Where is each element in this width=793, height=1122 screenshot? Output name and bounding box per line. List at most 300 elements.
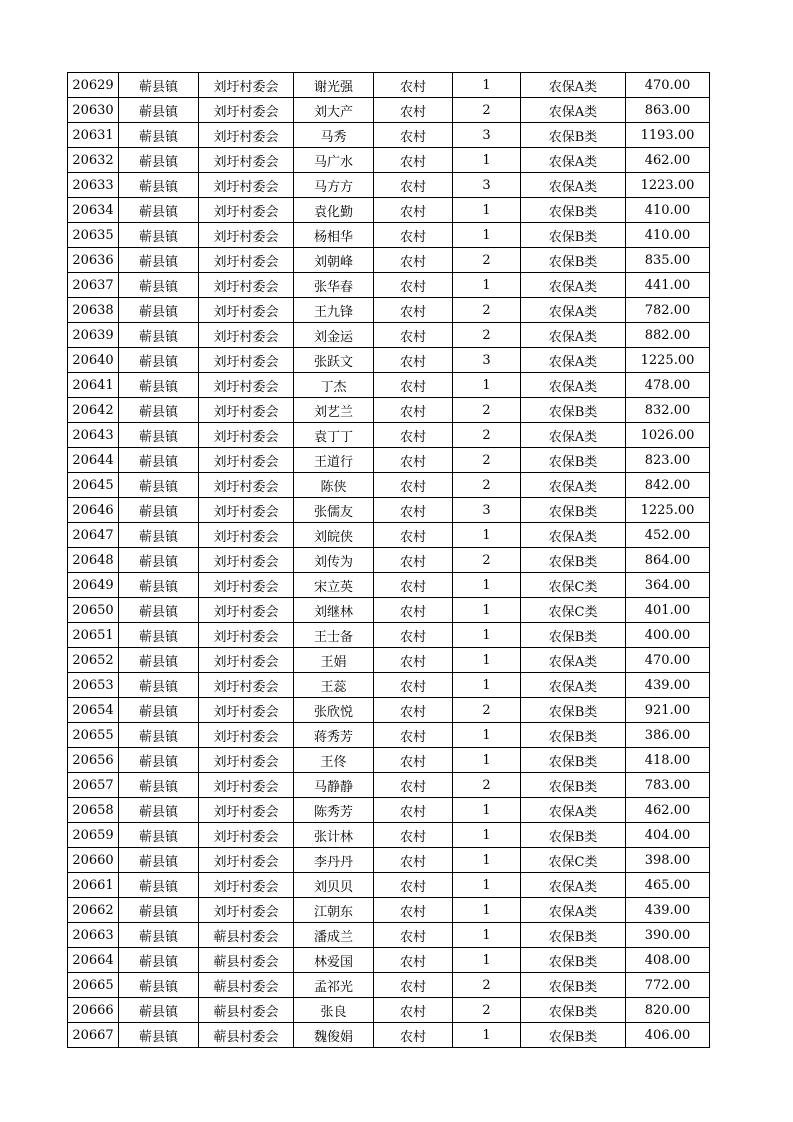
table-row xyxy=(68,223,710,248)
village-committee-cell: 蕲县村委会 xyxy=(199,923,294,948)
record-id-cell: 20634 xyxy=(68,198,119,223)
record-id-cell: 20660 xyxy=(68,848,119,873)
record-id-cell: 20633 xyxy=(68,173,119,198)
village-committee-cell: 刘圩村委会 xyxy=(199,448,294,473)
name-cell: 孟祁光 xyxy=(294,973,374,998)
insurance-category-cell: 农保A类 xyxy=(521,323,626,348)
table-row xyxy=(68,373,710,398)
area-type-cell: 农村 xyxy=(374,448,453,473)
area-type-cell: 农村 xyxy=(374,523,453,548)
household-count-cell: 3 xyxy=(453,173,521,198)
area-type-cell: 农村 xyxy=(374,98,453,123)
table-row xyxy=(68,448,710,473)
village-committee-cell: 刘圩村委会 xyxy=(199,673,294,698)
insurance-category-cell: 农保A类 xyxy=(521,348,626,373)
village-committee-cell: 蕲县村委会 xyxy=(199,998,294,1023)
town-cell: 蕲县镇 xyxy=(119,598,199,623)
insurance-category-cell: 农保B类 xyxy=(521,748,626,773)
record-id-cell: 20639 xyxy=(68,323,119,348)
name-cell: 宋立英 xyxy=(294,573,374,598)
village-committee-cell: 刘圩村委会 xyxy=(199,898,294,923)
amount-cell: 386.00 xyxy=(626,723,710,748)
area-type-cell: 农村 xyxy=(374,873,453,898)
table-row xyxy=(68,948,710,973)
household-count-cell: 1 xyxy=(453,948,521,973)
name-cell: 江朝东 xyxy=(294,898,374,923)
household-count-cell: 2 xyxy=(453,998,521,1023)
insurance-category-cell: 农保C类 xyxy=(521,598,626,623)
insurance-category-cell: 农保C类 xyxy=(521,573,626,598)
household-count-cell: 2 xyxy=(453,298,521,323)
amount-cell: 404.00 xyxy=(626,823,710,848)
town-cell: 蕲县镇 xyxy=(119,473,199,498)
record-id-cell: 20631 xyxy=(68,123,119,148)
area-type-cell: 农村 xyxy=(374,998,453,1023)
town-cell: 蕲县镇 xyxy=(119,148,199,173)
household-count-cell: 1 xyxy=(453,523,521,548)
area-type-cell: 农村 xyxy=(374,698,453,723)
insurance-category-cell: 农保B类 xyxy=(521,973,626,998)
record-id-cell: 20640 xyxy=(68,348,119,373)
table-row xyxy=(68,423,710,448)
insurance-category-cell: 农保B类 xyxy=(521,623,626,648)
table-row xyxy=(68,123,710,148)
area-type-cell: 农村 xyxy=(374,623,453,648)
insurance-category-cell: 农保B类 xyxy=(521,923,626,948)
household-count-cell: 1 xyxy=(453,148,521,173)
name-cell: 刘朝峰 xyxy=(294,248,374,273)
record-id-cell: 20629 xyxy=(68,73,119,98)
area-type-cell: 农村 xyxy=(374,373,453,398)
name-cell: 魏俊娟 xyxy=(294,1023,374,1048)
town-cell: 蕲县镇 xyxy=(119,198,199,223)
area-type-cell: 农村 xyxy=(374,498,453,523)
village-committee-cell: 刘圩村委会 xyxy=(199,398,294,423)
record-id-cell: 20647 xyxy=(68,523,119,548)
amount-cell: 408.00 xyxy=(626,948,710,973)
amount-cell: 470.00 xyxy=(626,73,710,98)
amount-cell: 1026.00 xyxy=(626,423,710,448)
name-cell: 袁丁丁 xyxy=(294,423,374,448)
household-count-cell: 1 xyxy=(453,648,521,673)
table-row xyxy=(68,923,710,948)
town-cell: 蕲县镇 xyxy=(119,948,199,973)
household-count-cell: 1 xyxy=(453,723,521,748)
area-type-cell: 农村 xyxy=(374,323,453,348)
amount-cell: 783.00 xyxy=(626,773,710,798)
area-type-cell: 农村 xyxy=(374,1023,453,1048)
household-count-cell: 2 xyxy=(453,98,521,123)
household-count-cell: 1 xyxy=(453,573,521,598)
name-cell: 陈侠 xyxy=(294,473,374,498)
name-cell: 蒋秀芳 xyxy=(294,723,374,748)
town-cell: 蕲县镇 xyxy=(119,573,199,598)
record-id-cell: 20649 xyxy=(68,573,119,598)
village-committee-cell: 刘圩村委会 xyxy=(199,348,294,373)
household-count-cell: 3 xyxy=(453,498,521,523)
town-cell: 蕲县镇 xyxy=(119,348,199,373)
table-row xyxy=(68,798,710,823)
household-count-cell: 1 xyxy=(453,223,521,248)
amount-cell: 465.00 xyxy=(626,873,710,898)
insurance-category-cell: 农保A类 xyxy=(521,798,626,823)
records-table-body xyxy=(68,73,710,1048)
household-count-cell: 1 xyxy=(453,748,521,773)
insurance-category-cell: 农保C类 xyxy=(521,848,626,873)
town-cell: 蕲县镇 xyxy=(119,773,199,798)
table-row xyxy=(68,473,710,498)
record-id-cell: 20666 xyxy=(68,998,119,1023)
town-cell: 蕲县镇 xyxy=(119,123,199,148)
household-count-cell: 2 xyxy=(453,773,521,798)
area-type-cell: 农村 xyxy=(374,198,453,223)
village-committee-cell: 刘圩村委会 xyxy=(199,323,294,348)
insurance-category-cell: 农保A类 xyxy=(521,648,626,673)
household-count-cell: 2 xyxy=(453,398,521,423)
table-row xyxy=(68,573,710,598)
record-id-cell: 20641 xyxy=(68,373,119,398)
area-type-cell: 农村 xyxy=(374,248,453,273)
insurance-category-cell: 农保B类 xyxy=(521,248,626,273)
town-cell: 蕲县镇 xyxy=(119,1023,199,1048)
amount-cell: 364.00 xyxy=(626,573,710,598)
table-row xyxy=(68,73,710,98)
household-count-cell: 3 xyxy=(453,348,521,373)
record-id-cell: 20656 xyxy=(68,748,119,773)
amount-cell: 400.00 xyxy=(626,623,710,648)
amount-cell: 418.00 xyxy=(626,748,710,773)
name-cell: 刘大产 xyxy=(294,98,374,123)
village-committee-cell: 刘圩村委会 xyxy=(199,548,294,573)
name-cell: 马广水 xyxy=(294,148,374,173)
record-id-cell: 20657 xyxy=(68,773,119,798)
household-count-cell: 1 xyxy=(453,823,521,848)
town-cell: 蕲县镇 xyxy=(119,373,199,398)
town-cell: 蕲县镇 xyxy=(119,973,199,998)
table-row xyxy=(68,873,710,898)
village-committee-cell: 刘圩村委会 xyxy=(199,73,294,98)
town-cell: 蕲县镇 xyxy=(119,323,199,348)
insurance-category-cell: 农保A类 xyxy=(521,898,626,923)
insurance-category-cell: 农保A类 xyxy=(521,173,626,198)
area-type-cell: 农村 xyxy=(374,148,453,173)
table-row xyxy=(68,898,710,923)
amount-cell: 782.00 xyxy=(626,298,710,323)
household-count-cell: 3 xyxy=(453,123,521,148)
name-cell: 王九锋 xyxy=(294,298,374,323)
record-id-cell: 20659 xyxy=(68,823,119,848)
insurance-category-cell: 农保A类 xyxy=(521,523,626,548)
record-id-cell: 20664 xyxy=(68,948,119,973)
table-row xyxy=(68,823,710,848)
area-type-cell: 农村 xyxy=(374,273,453,298)
town-cell: 蕲县镇 xyxy=(119,723,199,748)
insurance-category-cell: 农保B类 xyxy=(521,773,626,798)
record-id-cell: 20654 xyxy=(68,698,119,723)
village-committee-cell: 刘圩村委会 xyxy=(199,273,294,298)
table-row xyxy=(68,248,710,273)
town-cell: 蕲县镇 xyxy=(119,73,199,98)
record-id-cell: 20630 xyxy=(68,98,119,123)
village-committee-cell: 刘圩村委会 xyxy=(199,123,294,148)
village-committee-cell: 刘圩村委会 xyxy=(199,873,294,898)
area-type-cell: 农村 xyxy=(374,298,453,323)
name-cell: 刘金运 xyxy=(294,323,374,348)
area-type-cell: 农村 xyxy=(374,423,453,448)
amount-cell: 462.00 xyxy=(626,148,710,173)
table-row xyxy=(68,273,710,298)
household-count-cell: 2 xyxy=(453,973,521,998)
insurance-category-cell: 农保B类 xyxy=(521,948,626,973)
name-cell: 刘艺兰 xyxy=(294,398,374,423)
insurance-category-cell: 农保B类 xyxy=(521,1023,626,1048)
amount-cell: 439.00 xyxy=(626,673,710,698)
household-count-cell: 1 xyxy=(453,798,521,823)
town-cell: 蕲县镇 xyxy=(119,873,199,898)
household-count-cell: 2 xyxy=(453,323,521,348)
area-type-cell: 农村 xyxy=(374,473,453,498)
table-row xyxy=(68,973,710,998)
name-cell: 李丹丹 xyxy=(294,848,374,873)
table-row xyxy=(68,648,710,673)
household-count-cell: 1 xyxy=(453,623,521,648)
amount-cell: 441.00 xyxy=(626,273,710,298)
area-type-cell: 农村 xyxy=(374,598,453,623)
name-cell: 刘继林 xyxy=(294,598,374,623)
amount-cell: 842.00 xyxy=(626,473,710,498)
record-id-cell: 20637 xyxy=(68,273,119,298)
town-cell: 蕲县镇 xyxy=(119,248,199,273)
amount-cell: 772.00 xyxy=(626,973,710,998)
town-cell: 蕲县镇 xyxy=(119,898,199,923)
table-row xyxy=(68,298,710,323)
town-cell: 蕲县镇 xyxy=(119,523,199,548)
area-type-cell: 农村 xyxy=(374,848,453,873)
town-cell: 蕲县镇 xyxy=(119,698,199,723)
insurance-category-cell: 农保A类 xyxy=(521,298,626,323)
village-committee-cell: 刘圩村委会 xyxy=(199,748,294,773)
town-cell: 蕲县镇 xyxy=(119,798,199,823)
household-count-cell: 1 xyxy=(453,273,521,298)
amount-cell: 406.00 xyxy=(626,1023,710,1048)
household-count-cell: 2 xyxy=(453,698,521,723)
town-cell: 蕲县镇 xyxy=(119,673,199,698)
town-cell: 蕲县镇 xyxy=(119,923,199,948)
village-committee-cell: 刘圩村委会 xyxy=(199,198,294,223)
area-type-cell: 农村 xyxy=(374,573,453,598)
name-cell: 刘传为 xyxy=(294,548,374,573)
insurance-category-cell: 农保A类 xyxy=(521,873,626,898)
town-cell: 蕲县镇 xyxy=(119,748,199,773)
village-committee-cell: 刘圩村委会 xyxy=(199,798,294,823)
area-type-cell: 农村 xyxy=(374,898,453,923)
record-id-cell: 20643 xyxy=(68,423,119,448)
town-cell: 蕲县镇 xyxy=(119,423,199,448)
name-cell: 谢光强 xyxy=(294,73,374,98)
record-id-cell: 20662 xyxy=(68,898,119,923)
town-cell: 蕲县镇 xyxy=(119,848,199,873)
record-id-cell: 20644 xyxy=(68,448,119,473)
amount-cell: 1225.00 xyxy=(626,498,710,523)
insurance-category-cell: 农保B类 xyxy=(521,223,626,248)
table-row xyxy=(68,323,710,348)
table-row xyxy=(68,173,710,198)
village-committee-cell: 刘圩村委会 xyxy=(199,248,294,273)
area-type-cell: 农村 xyxy=(374,948,453,973)
record-id-cell: 20663 xyxy=(68,923,119,948)
table-row xyxy=(68,98,710,123)
record-id-cell: 20653 xyxy=(68,673,119,698)
record-id-cell: 20665 xyxy=(68,973,119,998)
area-type-cell: 农村 xyxy=(374,173,453,198)
village-committee-cell: 刘圩村委会 xyxy=(199,823,294,848)
amount-cell: 864.00 xyxy=(626,548,710,573)
insurance-category-cell: 农保B类 xyxy=(521,698,626,723)
amount-cell: 401.00 xyxy=(626,598,710,623)
amount-cell: 863.00 xyxy=(626,98,710,123)
village-committee-cell: 刘圩村委会 xyxy=(199,523,294,548)
table-row xyxy=(68,748,710,773)
household-count-cell: 1 xyxy=(453,1023,521,1048)
household-count-cell: 1 xyxy=(453,848,521,873)
village-committee-cell: 刘圩村委会 xyxy=(199,473,294,498)
name-cell: 潘成兰 xyxy=(294,923,374,948)
household-count-cell: 1 xyxy=(453,898,521,923)
town-cell: 蕲县镇 xyxy=(119,623,199,648)
village-committee-cell: 刘圩村委会 xyxy=(199,723,294,748)
town-cell: 蕲县镇 xyxy=(119,298,199,323)
area-type-cell: 农村 xyxy=(374,123,453,148)
village-committee-cell: 刘圩村委会 xyxy=(199,498,294,523)
town-cell: 蕲县镇 xyxy=(119,223,199,248)
household-count-cell: 1 xyxy=(453,923,521,948)
table-row xyxy=(68,548,710,573)
table-row xyxy=(68,198,710,223)
table-row xyxy=(68,773,710,798)
insurance-category-cell: 农保B类 xyxy=(521,123,626,148)
name-cell: 张跃文 xyxy=(294,348,374,373)
town-cell: 蕲县镇 xyxy=(119,998,199,1023)
table-row xyxy=(68,348,710,373)
village-committee-cell: 刘圩村委会 xyxy=(199,148,294,173)
town-cell: 蕲县镇 xyxy=(119,823,199,848)
amount-cell: 410.00 xyxy=(626,198,710,223)
record-id-cell: 20667 xyxy=(68,1023,119,1048)
record-id-cell: 20645 xyxy=(68,473,119,498)
amount-cell: 835.00 xyxy=(626,248,710,273)
amount-cell: 832.00 xyxy=(626,398,710,423)
record-id-cell: 20646 xyxy=(68,498,119,523)
record-id-cell: 20651 xyxy=(68,623,119,648)
area-type-cell: 农村 xyxy=(374,223,453,248)
town-cell: 蕲县镇 xyxy=(119,498,199,523)
village-committee-cell: 刘圩村委会 xyxy=(199,773,294,798)
area-type-cell: 农村 xyxy=(374,723,453,748)
household-count-cell: 1 xyxy=(453,198,521,223)
table-row xyxy=(68,523,710,548)
area-type-cell: 农村 xyxy=(374,398,453,423)
name-cell: 林爱国 xyxy=(294,948,374,973)
household-count-cell: 2 xyxy=(453,548,521,573)
village-committee-cell: 刘圩村委会 xyxy=(199,698,294,723)
town-cell: 蕲县镇 xyxy=(119,548,199,573)
table-row xyxy=(68,398,710,423)
record-id-cell: 20636 xyxy=(68,248,119,273)
village-committee-cell: 刘圩村委会 xyxy=(199,298,294,323)
area-type-cell: 农村 xyxy=(374,923,453,948)
town-cell: 蕲县镇 xyxy=(119,398,199,423)
village-committee-cell: 刘圩村委会 xyxy=(199,648,294,673)
record-id-cell: 20655 xyxy=(68,723,119,748)
record-id-cell: 20661 xyxy=(68,873,119,898)
insurance-category-cell: 农保B类 xyxy=(521,548,626,573)
insurance-category-cell: 农保B类 xyxy=(521,198,626,223)
name-cell: 王道行 xyxy=(294,448,374,473)
record-id-cell: 20642 xyxy=(68,398,119,423)
table-row xyxy=(68,848,710,873)
household-count-cell: 1 xyxy=(453,373,521,398)
amount-cell: 410.00 xyxy=(626,223,710,248)
record-id-cell: 20635 xyxy=(68,223,119,248)
name-cell: 袁化勤 xyxy=(294,198,374,223)
name-cell: 马方方 xyxy=(294,173,374,198)
name-cell: 张计林 xyxy=(294,823,374,848)
village-committee-cell: 刘圩村委会 xyxy=(199,173,294,198)
amount-cell: 462.00 xyxy=(626,798,710,823)
record-id-cell: 20652 xyxy=(68,648,119,673)
amount-cell: 823.00 xyxy=(626,448,710,473)
town-cell: 蕲县镇 xyxy=(119,98,199,123)
insurance-category-cell: 农保B类 xyxy=(521,823,626,848)
amount-cell: 478.00 xyxy=(626,373,710,398)
insurance-category-cell: 农保A类 xyxy=(521,473,626,498)
area-type-cell: 农村 xyxy=(374,348,453,373)
household-count-cell: 2 xyxy=(453,423,521,448)
household-count-cell: 1 xyxy=(453,598,521,623)
amount-cell: 439.00 xyxy=(626,898,710,923)
name-cell: 马静静 xyxy=(294,773,374,798)
table-row xyxy=(68,1023,710,1048)
amount-cell: 1193.00 xyxy=(626,123,710,148)
name-cell: 张儒友 xyxy=(294,498,374,523)
name-cell: 王娟 xyxy=(294,648,374,673)
insurance-category-cell: 农保A类 xyxy=(521,148,626,173)
area-type-cell: 农村 xyxy=(374,798,453,823)
insurance-category-cell: 农保A类 xyxy=(521,73,626,98)
insurance-category-cell: 农保A类 xyxy=(521,373,626,398)
village-committee-cell: 蕲县村委会 xyxy=(199,973,294,998)
insurance-category-cell: 农保A类 xyxy=(521,98,626,123)
village-committee-cell: 刘圩村委会 xyxy=(199,423,294,448)
record-id-cell: 20638 xyxy=(68,298,119,323)
area-type-cell: 农村 xyxy=(374,773,453,798)
village-committee-cell: 刘圩村委会 xyxy=(199,573,294,598)
village-committee-cell: 刘圩村委会 xyxy=(199,223,294,248)
village-committee-cell: 蕲县村委会 xyxy=(199,1023,294,1048)
area-type-cell: 农村 xyxy=(374,673,453,698)
town-cell: 蕲县镇 xyxy=(119,448,199,473)
name-cell: 刘皖侠 xyxy=(294,523,374,548)
amount-cell: 921.00 xyxy=(626,698,710,723)
name-cell: 张欣悦 xyxy=(294,698,374,723)
insurance-category-cell: 农保B类 xyxy=(521,448,626,473)
table-row xyxy=(68,698,710,723)
insurance-category-cell: 农保B类 xyxy=(521,398,626,423)
table-row xyxy=(68,148,710,173)
amount-cell: 882.00 xyxy=(626,323,710,348)
household-count-cell: 2 xyxy=(453,473,521,498)
amount-cell: 1223.00 xyxy=(626,173,710,198)
